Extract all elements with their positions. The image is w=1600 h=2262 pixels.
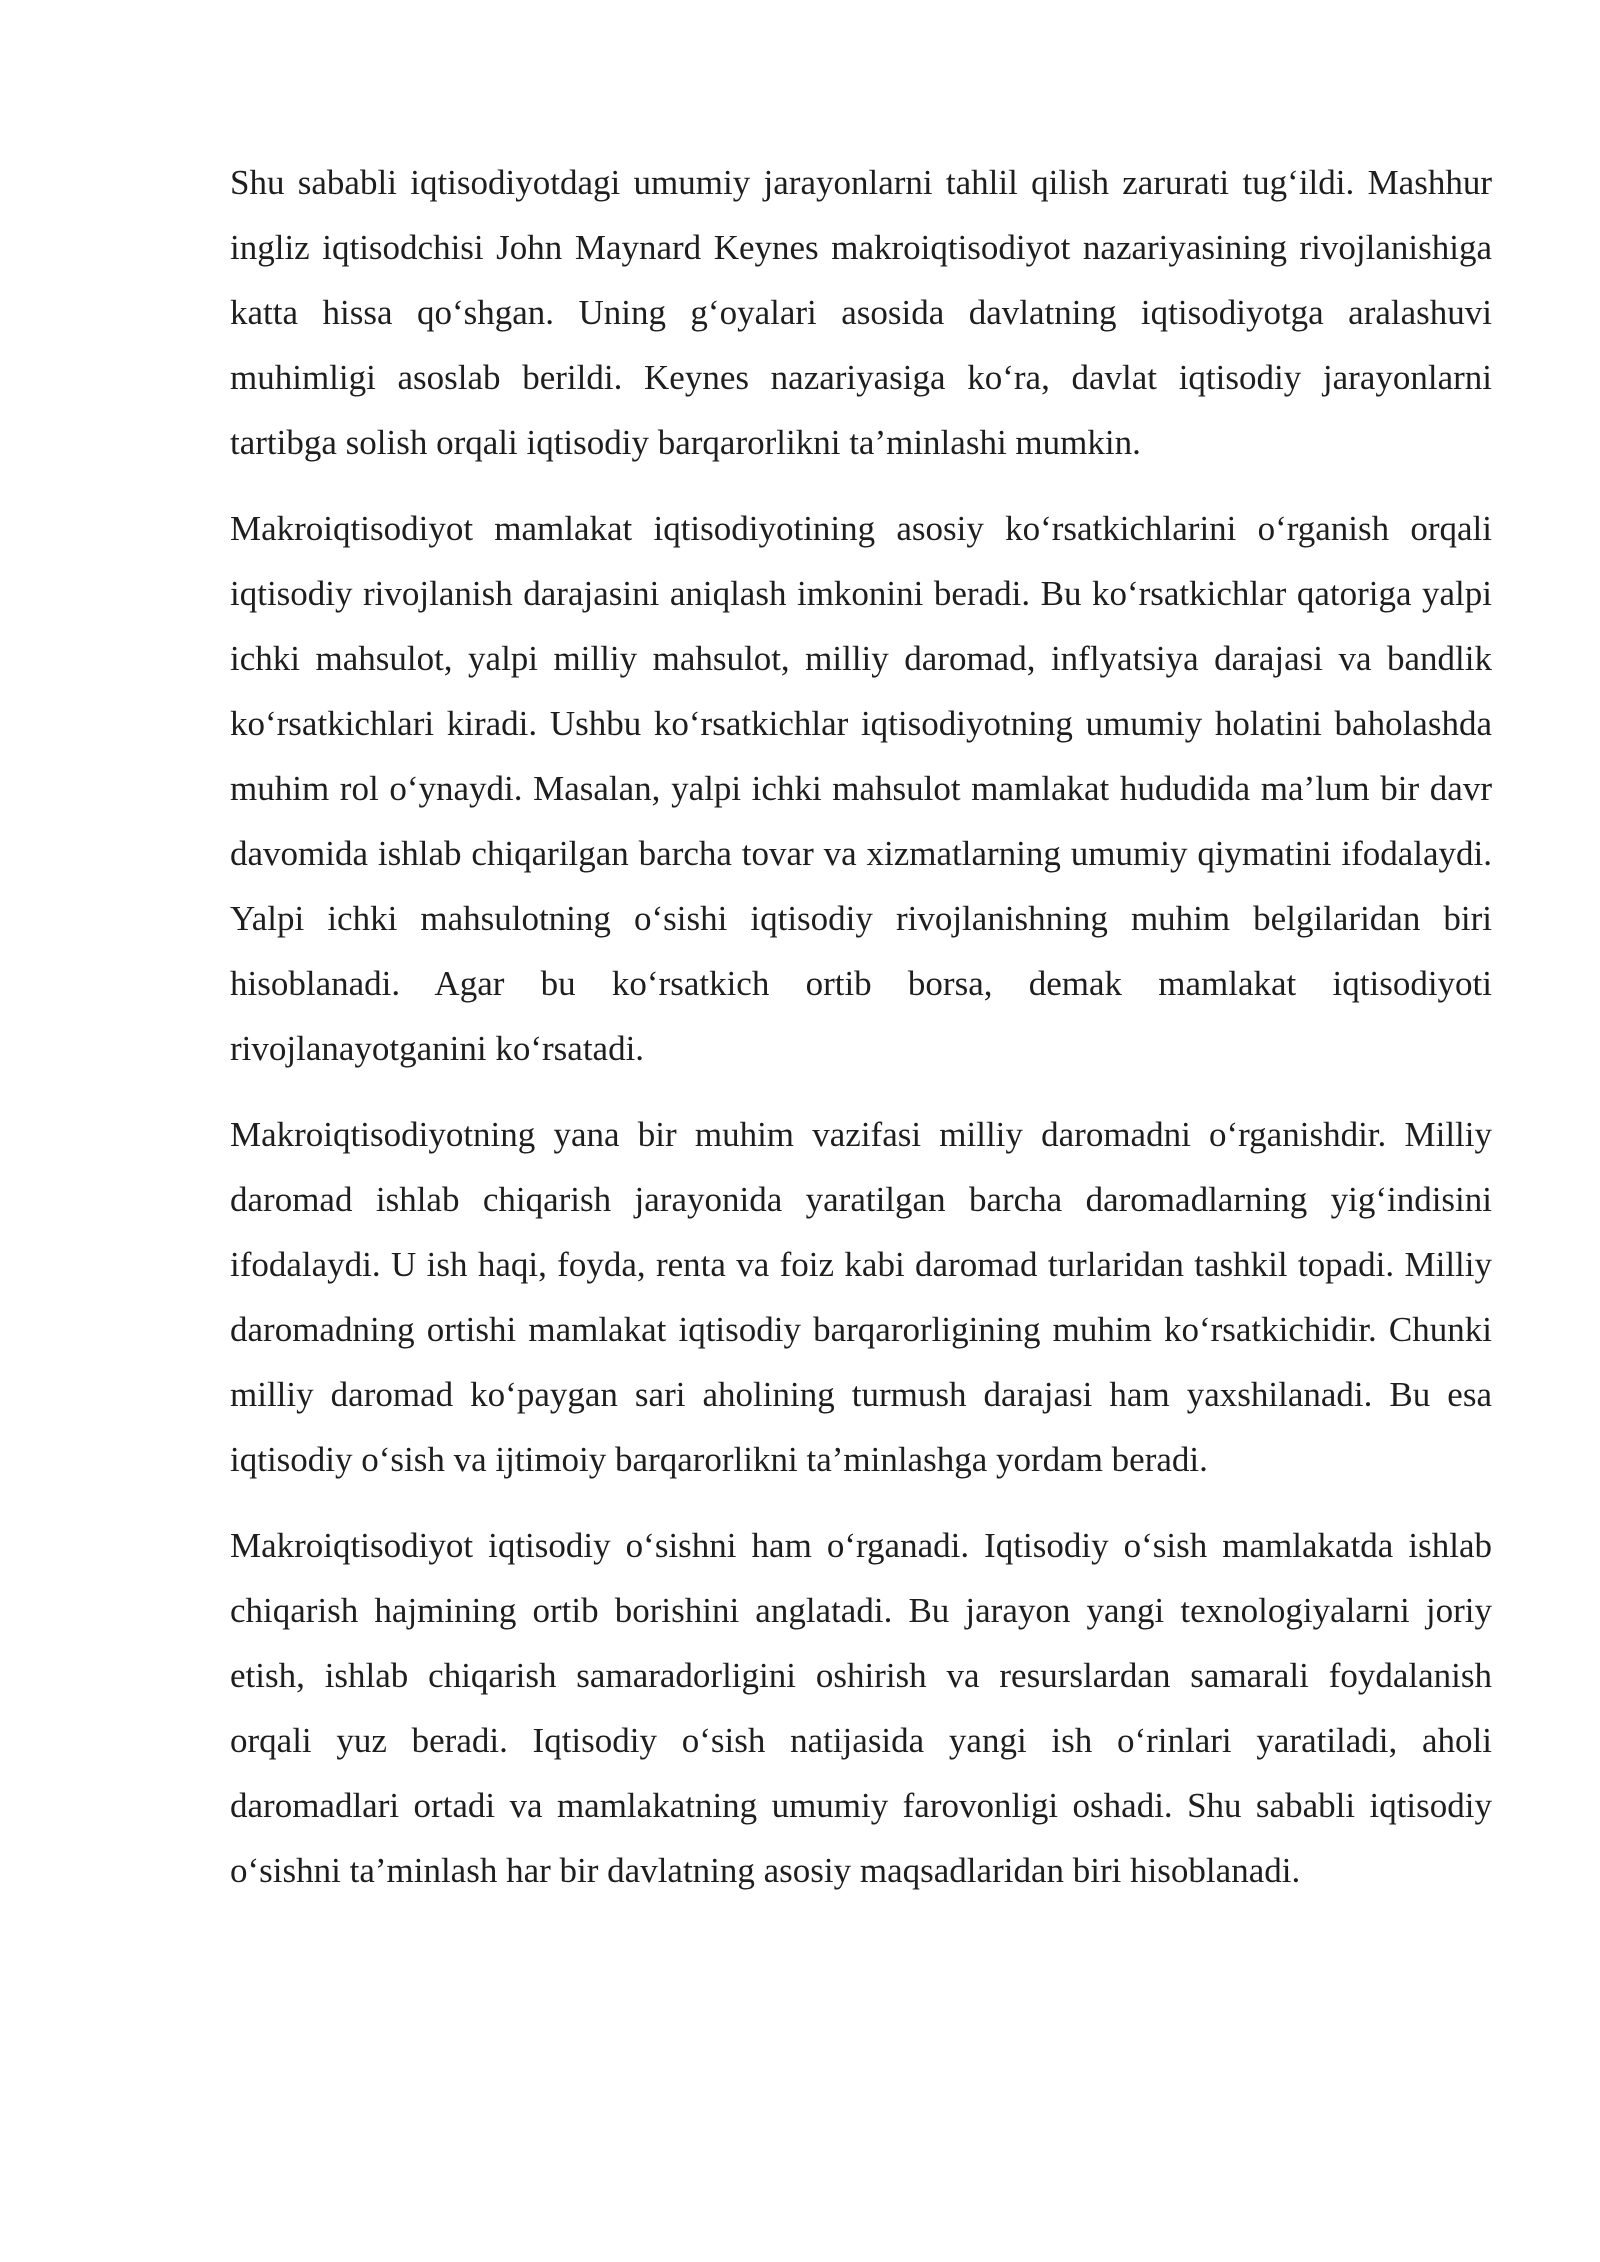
document-page xyxy=(230,150,1492,1924)
paragraph-1: Shu sababli iqtisodiyotdagi umumiy jarayonlarni tahlil qilish zarurati tug‘ildi. Mashhur ingliz iqtisodchisi John Maynard Keynes makroiqtisodiyot nazariyasining rivojlanishiga katta hissa qo‘shgan. Uning g‘oyalari asosida davlatning iqtisodiyotga aralashuvi muhimligi asoslab berildi. Keynes nazariyasiga ko‘ra, davlat iqtisodiy jarayonlarni tartibga solish orqali iqtisodiy barqarorlikni ta’minlashi mumkin. xyxy=(230,163,1492,462)
paragraph-4: Makroiqtisodiyot iqtisodiy o‘sishni ham o‘rganadi. Iqtisodiy o‘sish mamlakatda ishlab chiqarish hajmining ortib borishini anglatadi. Bu jarayon yangi texnologiyalarni joriy etish, ishlab chiqarish samaradorligini oshirish va resurslardan samarali foydalanish orqali yuz beradi. Iqtisodiy o‘sish natijasida yangi ish o‘rinlari yaratiladi, aholi daromadlari ortadi va mamlakatning umumiy farovonligi oshadi. Shu sababli iqtisodiy o‘sishni ta’minlash har bir davlatning asosiy maqsadlaridan biri hisoblanadi. xyxy=(230,1526,1492,1890)
paragraph-3: Makroiqtisodiyotning yana bir muhim vazifasi milliy daromadni o‘rganishdir. Milliy daromad ishlab chiqarish jarayonida yaratilgan barcha daromadlarning yig‘indisini ifodalaydi. U ish haqi, foyda, renta va foiz kabi daromad turlaridan tashkil topadi. Milliy daromadning ortishi mamlakat iqtisodiy barqarorligining muhim ko‘rsatkichidir. Chunki milliy daromad ko‘paygan sari aholining turmush darajasi ham yaxshilanadi. Bu esa iqtisodiy o‘sish va ijtimoiy barqarorlikni ta’minlashga yordam beradi. xyxy=(230,1115,1492,1479)
paragraph-2: Makroiqtisodiyot mamlakat iqtisodiyotining asosiy ko‘rsatkichlarini o‘rganish orqali iqtisodiy rivojlanish darajasini aniqlash imkonini beradi. Bu ko‘rsatkichlar qatoriga yalpi ichki mahsulot, yalpi milliy mahsulot, milliy daromad, inflyatsiya darajasi va bandlik ko‘rsatkichlari kiradi. Ushbu ko‘rsatkichlar iqtisodiyotning umumiy holatini baholashda muhim rol o‘ynaydi. Masalan, yalpi ichki mahsulot mamlakat hududida ma’lum bir davr davomida ishlab chiqarilgan barcha tovar va xizmatlarning umumiy qiymatini ifodalaydi. Yalpi ichki mahsulotning o‘sishi iqtisodiy rivojlanishning muhim belgilaridan biri hisoblanadi. Agar bu ko‘rsatkich ortib borsa, demak mamlakat iqtisodiyoti rivojlanayotganini ko‘rsatadi. xyxy=(230,509,1492,1068)
